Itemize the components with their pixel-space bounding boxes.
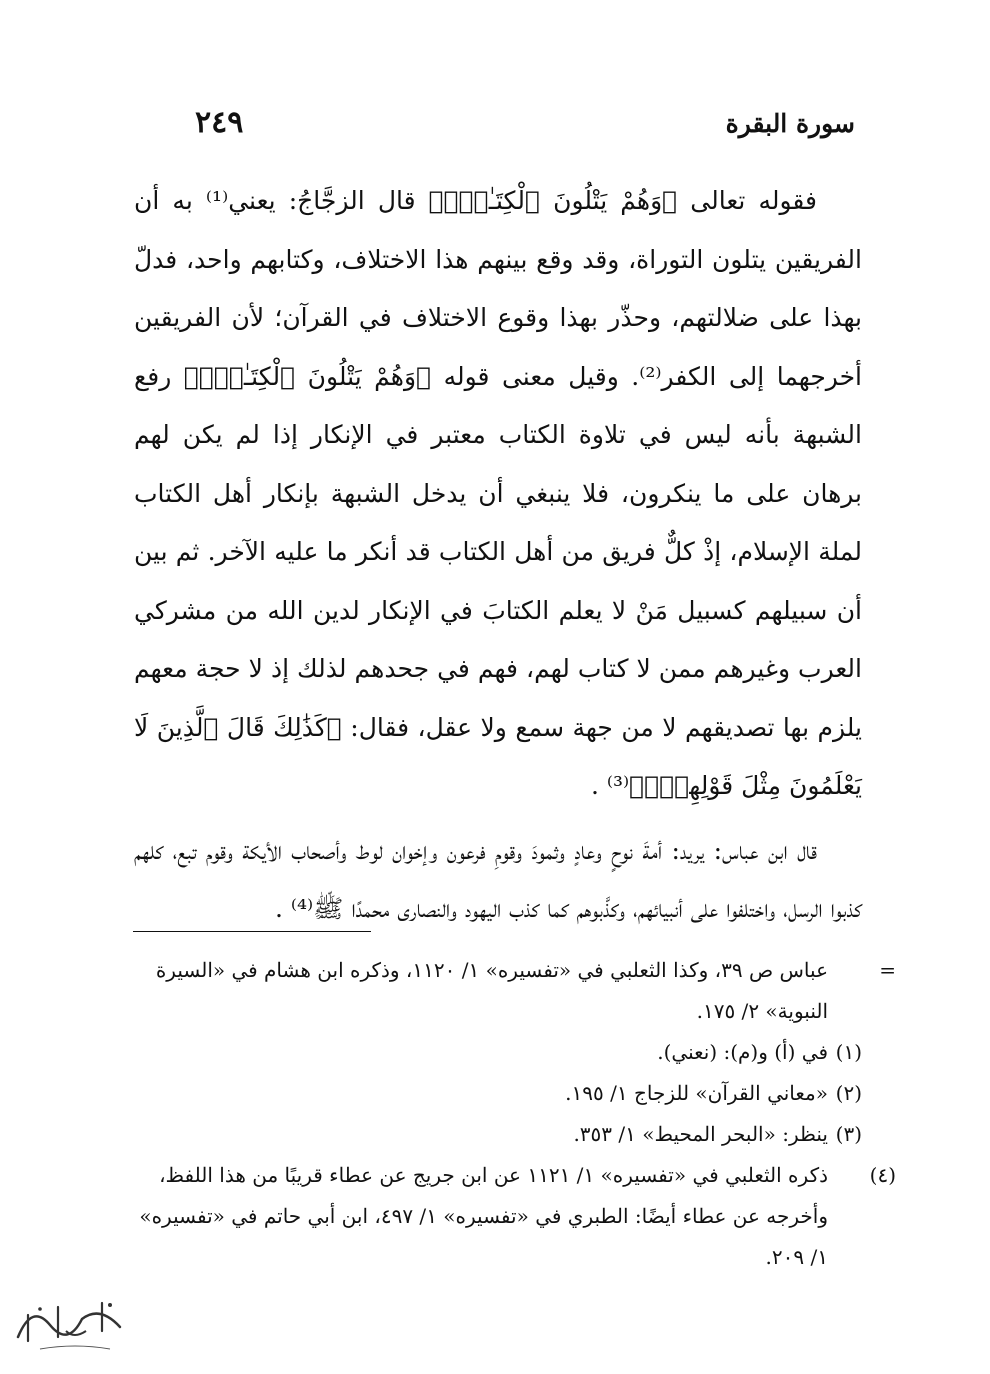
footnote-text: في (أ) و(م): (نعني). [657,1040,828,1064]
body-paragraph: فقوله تعالى ﴿وَهُمْ يَتْلُونَ ٱلْكِتَـٰبَۗ﴾ قال الزجَّاجُ: يعني⁽¹⁾ به أن الفريقين يتلون التوراة، وقد وقع بينهم هذا الاختلاف، وكتابهم واحد، فدلّ بهذا على ضلالتهم، وحذّر بهذا وقوع الاختلاف في القرآن؛ لأن الفريقين أخرجهما إلى الكفر⁽²⁾. وقيل معنى قوله ﴿وَهُمْ يَتْلُونَ ٱلْكِتَـٰبَۗ﴾ رفع الشبهة بأنه ليس في تلاوة الكتاب معتبر في الإنكار إذا لم يكن لهم برهان على ما ينكرون، فلا ينبغي أن يدخل الشبهة بإنكار أهل الكتاب لملة الإسلام، إذْ كلٌّ فريق من أهل الكتاب قد أنكر ما عليه الآخر. ثم بين أن سبيلهم كسبيل مَنْ لا يعلم الكتابَ في الإنكار لدين الله من مشركي العرب وغيرهم ممن لا كتاب لهم، فهم في جحدهم لذلك إذ لا حجة معهم يلزم بها تصديقهم لا من جهة سمع ولا عقل، فقال: ﴿كَذَٰلِكَ قَالَ ٱلَّذِينَ لَا يَعْلَمُونَ مِثْلَ قَوْلِهِمْۚ﴾⁽³⁾ . [134,186,862,800]
footnote-text: ذكره الثعلبي في «تفسيره» ١/ ١١٢١ عن ابن جريج عن عطاء قريبًا من هذا اللفظ، وأخرجه عن عطاء أيضًا: الطبري في «تفسيره» ١/ ٤٩٧، ابن أبي حاتم في «تفسيره» ١/ ٢٠٩. [139,1163,828,1269]
footnotes [132,950,896,1278]
footnote-text: ينظر: «البحر المحيط» ١/ ٣٥٣. [573,1122,828,1146]
page-number: ٢٤٩ [195,105,244,140]
footnote-marker: (٢) [835,1081,862,1105]
footnote-marker: (٤) [869,1163,896,1187]
footnote-continuation [132,950,896,1032]
footnote-text: «معاني القرآن» للزجاج ١/ ١٩٥. [565,1081,828,1105]
surah-title: سورة البقرة [725,109,855,138]
footnote-marker: = [879,958,896,982]
publisher-watermark-logo [10,1285,140,1355]
page-header [150,105,855,150]
footnote-text: عباس ص ٣٩، وكذا الثعلبي في «تفسيره» ١/ ١١٢٠، وذكره ابن هشام في «السيرة النبوية» ٢/ ١٧٥. [155,958,828,1023]
footnote-marker: (٣) [835,1122,862,1146]
footnote-4 [132,1155,896,1278]
footnote-3 [132,1114,862,1155]
footnote-separator [133,931,371,932]
main-text [134,172,862,939]
footnote-marker: (١) [835,1040,862,1064]
footnote-2 [132,1073,862,1114]
body-paragraph: قال ابن عباس: يريد: أمةَ نوحٍ وعادٍ وثمودَ وقومِ فرعون وإخوان لوط وأصحاب الأيكة وقوم تبع، كلهم كذبوا الرسل، واختلفوا على أنبيائهم، وكذَّبوهم كما كذب اليهود والنصارى محمدًا ﷺ⁽⁴⁾ . [134,835,862,923]
footnote-1 [132,1032,862,1073]
